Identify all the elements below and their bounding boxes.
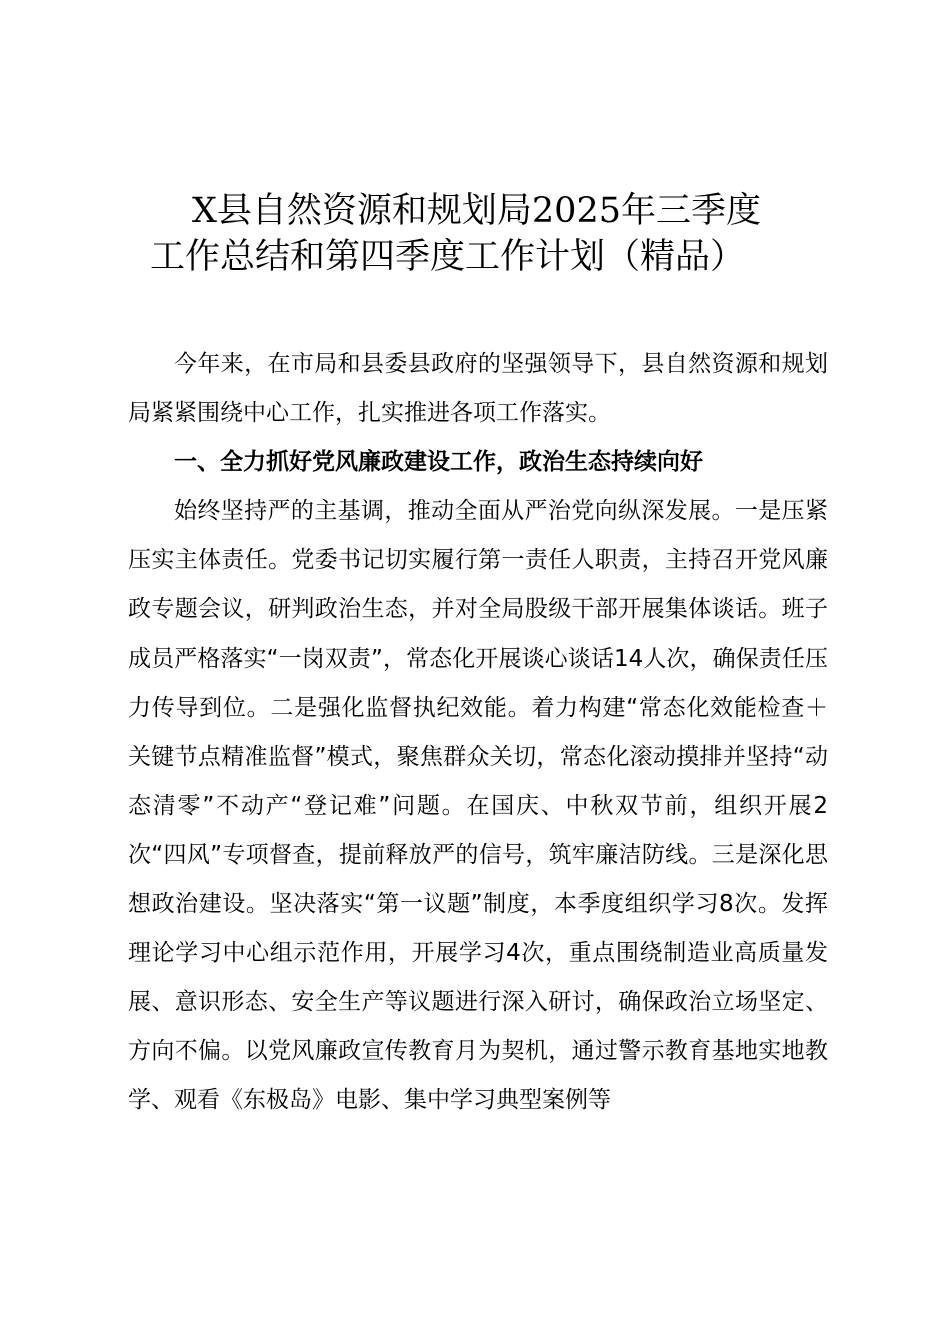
title-line-1: X县自然资源和规划局2025年三季度 <box>192 191 761 231</box>
section-1-paragraph: 始终坚持严的主基调，推动全面从严治党向纵深发展。一是压紧压实主体责任。党委书记切实履行第一责任人职责，主持召开党风廉政专题会议，研判政治生态，并对全局股级干部开展集体谈话。班子成员严格落实“一岗双责”，常态化开展谈心谈话14人次，确保责任压力传导到位。二是强化监督执纪效能。着力构建“常态化效能检查＋关键节点精准监督”模式，聚焦群众关切，常态化滚动摸排并坚持“动态清零”不动产“登记难”问题。在国庆、中秋双节前，组织开展2次“四风”专项督查，提前释放严的信号，筑牢廉洁防线。三是深化思想政治建设。坚决落实“第一议题”制度，本季度组织学习8次。发挥理论学习中心组示范作用，开展学习4次，重点围绕制造业高质量发展、意识形态、安全生产等议题进行深入研讨，确保政治立场坚定、方向不偏。以党风廉政宣传教育月为契机，通过警示教育基地实地教学、观看《东极岛》电影、集中学习典型案例等 <box>128 498 828 1114</box>
document-body <box>128 340 828 1126</box>
title-line-2: 工作总结和第四季度工作计划（精品） <box>150 237 746 277</box>
intro-paragraph: 今年来，在市局和县委县政府的坚强领导下，县自然资源和规划局紧紧围绕中心工作，扎实推进各项工作落实。 <box>128 351 828 427</box>
section-1-heading: 一、全力抓好党风廉政建设工作，政治生态持续向好 <box>174 449 703 476</box>
